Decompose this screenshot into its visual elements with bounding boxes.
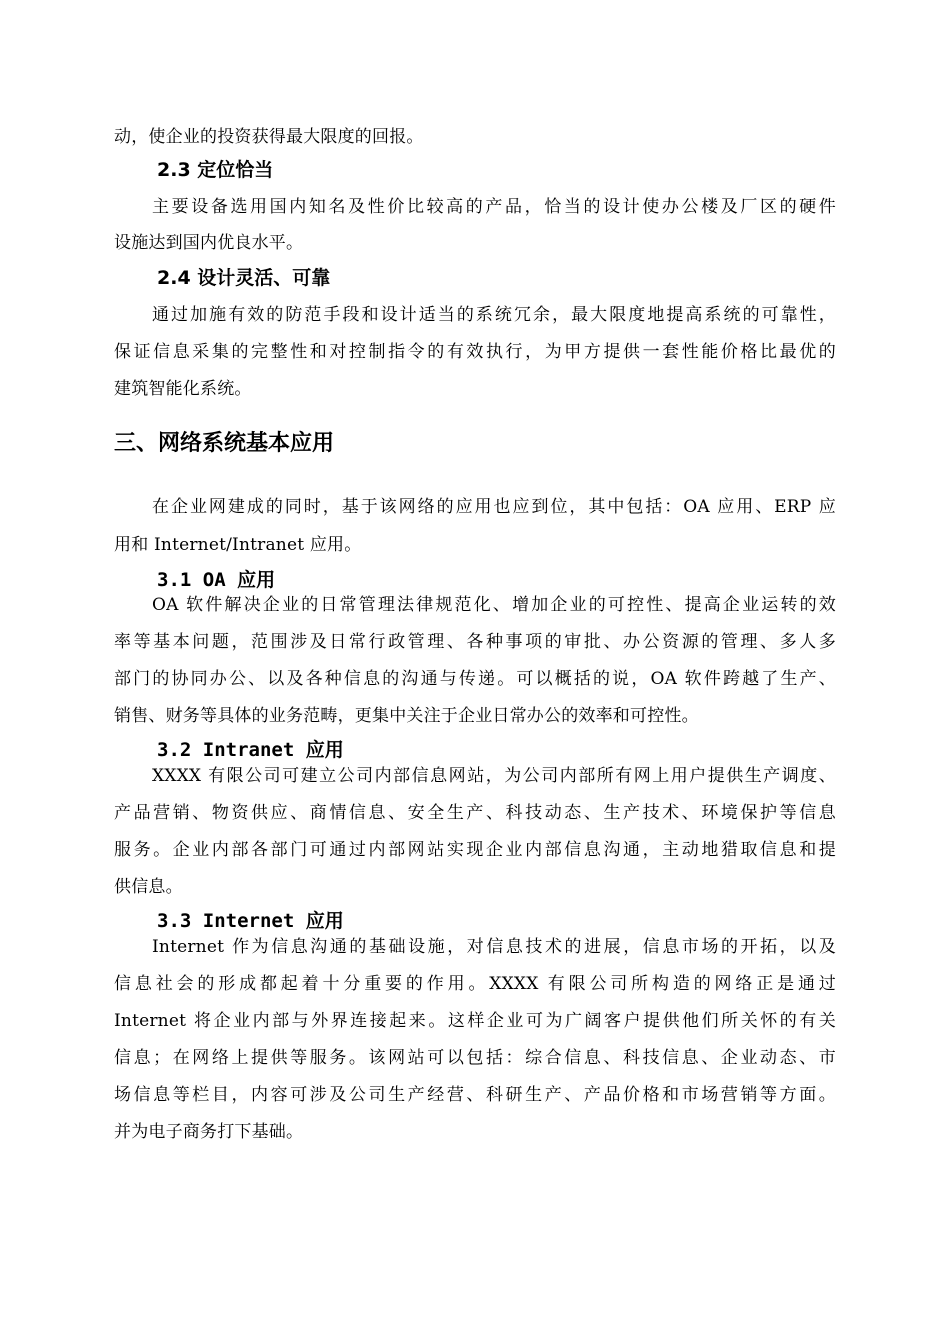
paragraph-line: 场信息等栏目，内容可涉及公司生产经营、科研生产、产品价格和市场营销等方面。 bbox=[114, 1085, 836, 1105]
section-heading-2-3: 2.3 定位恰当 bbox=[157, 159, 274, 181]
paragraph-line: 信息社会的形成都起着十分重要的作用。XXXX 有限公司所构造的网络正是通过 bbox=[114, 974, 836, 994]
paragraph-line: Internet 将企业内部与外界连接起来。这样企业可为广阔客户提供他们所关怀的有关 bbox=[114, 1011, 836, 1031]
paragraph-line: 并为电子商务打下基础。 bbox=[114, 1122, 304, 1142]
paragraph-line: 服务。企业内部各部门可通过内部网站实现企业内部信息沟通，主动地猎取信息和提 bbox=[114, 840, 836, 860]
paragraph-line: 通过加施有效的防范手段和设计适当的系统冗余，最大限度地提高系统的可靠性， bbox=[152, 305, 836, 325]
paragraph-line: 设施达到国内优良水平。 bbox=[114, 233, 304, 253]
paragraph-line: 率等基本问题，范围涉及日常行政管理、各种事项的审批、办公资源的管理、多人多 bbox=[114, 632, 836, 652]
section-heading-3-1: 3.1 OA 应用 bbox=[157, 569, 276, 591]
paragraph-line: 主要设备选用国内知名及性价比较高的产品，恰当的设计使办公楼及厂区的硬件 bbox=[152, 197, 836, 217]
paragraph-line: 动，使企业的投资获得最大限度的回报。 bbox=[114, 127, 424, 147]
section-heading-3-2: 3.2 Intranet 应用 bbox=[157, 739, 344, 761]
paragraph-line: 销售、财务等具体的业务范畴，更集中关注于企业日常办公的效率和可控性。 bbox=[114, 706, 699, 726]
paragraph-line: 信息；在网络上提供等服务。该网站可以包括：综合信息、科技信息、企业动态、市 bbox=[114, 1048, 836, 1068]
paragraph-line: 保证信息采集的完整性和对控制指令的有效执行，为甲方提供一套性能价格比最优的 bbox=[114, 342, 836, 362]
section-heading-3-3: 3.3 Internet 应用 bbox=[157, 910, 344, 932]
paragraph-line: 建筑智能化系统。 bbox=[114, 379, 252, 399]
paragraph-line: Internet 作为信息沟通的基础设施，对信息技术的进展，信息市场的开拓，以及 bbox=[152, 937, 836, 957]
paragraph-line: 用和 Internet/Intranet 应用。 bbox=[114, 535, 362, 555]
paragraph-line: 产品营销、物资供应、商情信息、安全生产、科技动态、生产技术、环境保护等信息 bbox=[114, 803, 836, 823]
paragraph-line: 供信息。 bbox=[114, 877, 183, 897]
section-heading-2-4: 2.4 设计灵活、可靠 bbox=[157, 267, 331, 289]
paragraph-line: OA 软件解决企业的日常管理法律规范化、增加企业的可控性、提高企业运转的效 bbox=[152, 595, 836, 615]
chapter-heading-3: 三、网络系统基本应用 bbox=[114, 431, 335, 456]
paragraph-line: 部门的协同办公、以及各种信息的沟通与传递。可以概括的说，OA 软件跨越了生产、 bbox=[114, 669, 836, 689]
paragraph-line: 在企业网建成的同时，基于该网络的应用也应到位，其中包括：OA 应用、ERP 应 bbox=[152, 497, 836, 517]
paragraph-line: XXXX 有限公司可建立公司内部信息网站，为公司内部所有网上用户提供生产调度、 bbox=[152, 766, 836, 786]
